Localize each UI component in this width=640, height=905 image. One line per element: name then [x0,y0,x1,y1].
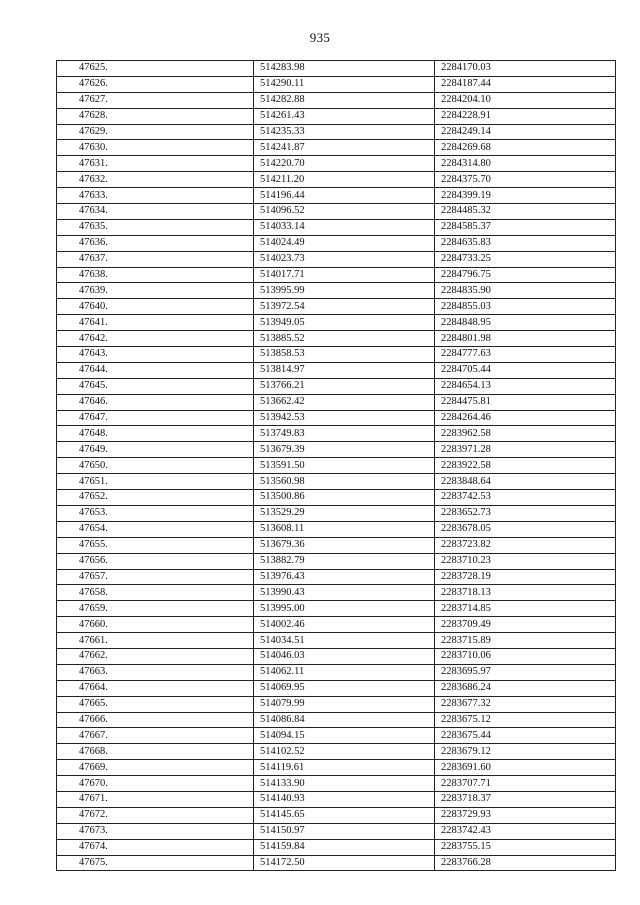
table-row [57,315,616,331]
point-number-cell: 47642. [57,331,254,347]
point-number-cell: 47659. [57,601,254,617]
y-coordinate-cell: 2283962.58 [435,426,616,442]
table-row [57,156,616,172]
coordinates-table-body [57,61,616,871]
point-number-cell: 47646. [57,394,254,410]
y-coordinate-cell: 2284635.83 [435,235,616,251]
point-number-cell: 47663. [57,664,254,680]
x-coordinate-cell: 514150.97 [254,823,435,839]
x-coordinate-cell: 514079.99 [254,696,435,712]
point-number-cell: 47627. [57,92,254,108]
table-row [57,680,616,696]
table-row [57,347,616,363]
point-number-cell: 47636. [57,235,254,251]
table-row [57,172,616,188]
table-row [57,791,616,807]
point-number-cell: 47631. [57,156,254,172]
y-coordinate-cell: 2283652.73 [435,505,616,521]
x-coordinate-cell: 513662.42 [254,394,435,410]
table-row [57,283,616,299]
x-coordinate-cell: 514261.43 [254,108,435,124]
point-number-cell: 47648. [57,426,254,442]
point-number-cell: 47666. [57,712,254,728]
x-coordinate-cell: 513679.39 [254,442,435,458]
x-coordinate-cell: 513885.52 [254,331,435,347]
table-row [57,601,616,617]
y-coordinate-cell: 2284801.98 [435,331,616,347]
table-row [57,251,616,267]
y-coordinate-cell: 2284204.10 [435,92,616,108]
x-coordinate-cell: 513949.05 [254,315,435,331]
x-coordinate-cell: 514290.11 [254,76,435,92]
y-coordinate-cell: 2283729.93 [435,807,616,823]
x-coordinate-cell: 514033.14 [254,219,435,235]
y-coordinate-cell: 2283766.28 [435,855,616,871]
y-coordinate-cell: 2284654.13 [435,378,616,394]
table-row [57,108,616,124]
point-number-cell: 47665. [57,696,254,712]
table-row [57,664,616,680]
point-number-cell: 47649. [57,442,254,458]
table-row [57,219,616,235]
point-number-cell: 47671. [57,791,254,807]
table-row [57,776,616,792]
x-coordinate-cell: 514196.44 [254,188,435,204]
x-coordinate-cell: 513591.50 [254,458,435,474]
point-number-cell: 47672. [57,807,254,823]
table-row [57,855,616,871]
table-row [57,490,616,506]
y-coordinate-cell: 2284187.44 [435,76,616,92]
point-number-cell: 47635. [57,219,254,235]
x-coordinate-cell: 513858.53 [254,347,435,363]
x-coordinate-cell: 513766.21 [254,378,435,394]
table-row [57,267,616,283]
table-row [57,696,616,712]
x-coordinate-cell: 514145.65 [254,807,435,823]
y-coordinate-cell: 2283679.12 [435,744,616,760]
x-coordinate-cell: 513529.29 [254,505,435,521]
table-row [57,299,616,315]
y-coordinate-cell: 2284485.32 [435,204,616,220]
y-coordinate-cell: 2284264.46 [435,410,616,426]
x-coordinate-cell: 513990.43 [254,585,435,601]
point-number-cell: 47637. [57,251,254,267]
point-number-cell: 47629. [57,124,254,140]
x-coordinate-cell: 513942.53 [254,410,435,426]
x-coordinate-cell: 514220.70 [254,156,435,172]
table-row [57,235,616,251]
point-number-cell: 47674. [57,839,254,855]
y-coordinate-cell: 2283971.28 [435,442,616,458]
x-coordinate-cell: 513500.86 [254,490,435,506]
table-row [57,617,616,633]
y-coordinate-cell: 2283714.85 [435,601,616,617]
x-coordinate-cell: 513814.97 [254,362,435,378]
y-coordinate-cell: 2283677.32 [435,696,616,712]
table-row [57,744,616,760]
point-number-cell: 47628. [57,108,254,124]
point-number-cell: 47656. [57,553,254,569]
table-row [57,92,616,108]
y-coordinate-cell: 2283848.64 [435,474,616,490]
point-number-cell: 47654. [57,521,254,537]
point-number-cell: 47643. [57,347,254,363]
y-coordinate-cell: 2283675.44 [435,728,616,744]
y-coordinate-cell: 2284249.14 [435,124,616,140]
y-coordinate-cell: 2284777.63 [435,347,616,363]
x-coordinate-cell: 514159.84 [254,839,435,855]
point-number-cell: 47667. [57,728,254,744]
point-number-cell: 47652. [57,490,254,506]
point-number-cell: 47639. [57,283,254,299]
page-number: 935 [309,30,331,45]
point-number-cell: 47645. [57,378,254,394]
table-row [57,521,616,537]
point-number-cell: 47661. [57,633,254,649]
table-row [57,553,616,569]
table-row [57,362,616,378]
table-row [57,807,616,823]
table-row [57,823,616,839]
table-row [57,474,616,490]
point-number-cell: 47632. [57,172,254,188]
point-number-cell: 47641. [57,315,254,331]
table-row [57,394,616,410]
y-coordinate-cell: 2284170.03 [435,61,616,77]
table-row [57,331,616,347]
table-row [57,140,616,156]
table-row [57,61,616,77]
y-coordinate-cell: 2283715.89 [435,633,616,649]
x-coordinate-cell: 513882.79 [254,553,435,569]
x-coordinate-cell: 513976.43 [254,569,435,585]
x-coordinate-cell: 514102.52 [254,744,435,760]
y-coordinate-cell: 2283686.24 [435,680,616,696]
y-coordinate-cell: 2284475.81 [435,394,616,410]
point-number-cell: 47626. [57,76,254,92]
point-number-cell: 47651. [57,474,254,490]
x-coordinate-cell: 514119.61 [254,760,435,776]
x-coordinate-cell: 514133.90 [254,776,435,792]
table-row [57,188,616,204]
x-coordinate-cell: 513608.11 [254,521,435,537]
y-coordinate-cell: 2283755.15 [435,839,616,855]
y-coordinate-cell: 2283742.43 [435,823,616,839]
y-coordinate-cell: 2284848.95 [435,315,616,331]
x-coordinate-cell: 514211.20 [254,172,435,188]
point-number-cell: 47670. [57,776,254,792]
point-number-cell: 47647. [57,410,254,426]
x-coordinate-cell: 514282.88 [254,92,435,108]
y-coordinate-cell: 2283723.82 [435,537,616,553]
y-coordinate-cell: 2283695.97 [435,664,616,680]
x-coordinate-cell: 514086.84 [254,712,435,728]
y-coordinate-cell: 2284733.25 [435,251,616,267]
point-number-cell: 47638. [57,267,254,283]
y-coordinate-cell: 2284399.19 [435,188,616,204]
point-number-cell: 47664. [57,680,254,696]
point-number-cell: 47669. [57,760,254,776]
table-row [57,458,616,474]
point-number-cell: 47675. [57,855,254,871]
table-row [57,505,616,521]
x-coordinate-cell: 514140.93 [254,791,435,807]
y-coordinate-cell: 2284228.91 [435,108,616,124]
table-row [57,124,616,140]
point-number-cell: 47644. [57,362,254,378]
y-coordinate-cell: 2284855.03 [435,299,616,315]
table-row [57,648,616,664]
point-number-cell: 47658. [57,585,254,601]
table-row [57,585,616,601]
y-coordinate-cell: 2283678.05 [435,521,616,537]
y-coordinate-cell: 2283707.71 [435,776,616,792]
y-coordinate-cell: 2283710.23 [435,553,616,569]
y-coordinate-cell: 2283922.58 [435,458,616,474]
x-coordinate-cell: 513995.99 [254,283,435,299]
table-row [57,839,616,855]
y-coordinate-cell: 2283675.12 [435,712,616,728]
x-coordinate-cell: 513972.54 [254,299,435,315]
x-coordinate-cell: 514002.46 [254,617,435,633]
x-coordinate-cell: 514034.51 [254,633,435,649]
point-number-cell: 47660. [57,617,254,633]
x-coordinate-cell: 513995.00 [254,601,435,617]
y-coordinate-cell: 2283718.37 [435,791,616,807]
point-number-cell: 47673. [57,823,254,839]
y-coordinate-cell: 2284375.70 [435,172,616,188]
point-number-cell: 47657. [57,569,254,585]
y-coordinate-cell: 2284705.44 [435,362,616,378]
table-row [57,410,616,426]
table-row [57,442,616,458]
point-number-cell: 47668. [57,744,254,760]
y-coordinate-cell: 2283691.60 [435,760,616,776]
y-coordinate-cell: 2284269.68 [435,140,616,156]
table-row [57,760,616,776]
x-coordinate-cell: 514017.71 [254,267,435,283]
point-number-cell: 47640. [57,299,254,315]
table-row [57,76,616,92]
y-coordinate-cell: 2283718.13 [435,585,616,601]
x-coordinate-cell: 514094.15 [254,728,435,744]
x-coordinate-cell: 514235.33 [254,124,435,140]
point-number-cell: 47650. [57,458,254,474]
table-row [57,204,616,220]
table-row [57,569,616,585]
x-coordinate-cell: 514096.52 [254,204,435,220]
coordinates-table [56,60,616,871]
y-coordinate-cell: 2283709.49 [435,617,616,633]
point-number-cell: 47633. [57,188,254,204]
x-coordinate-cell: 514283.98 [254,61,435,77]
x-coordinate-cell: 513560.98 [254,474,435,490]
x-coordinate-cell: 514241.87 [254,140,435,156]
x-coordinate-cell: 514023.73 [254,251,435,267]
point-number-cell: 47634. [57,204,254,220]
y-coordinate-cell: 2284796.75 [435,267,616,283]
point-number-cell: 47662. [57,648,254,664]
y-coordinate-cell: 2283728.19 [435,569,616,585]
y-coordinate-cell: 2284314.80 [435,156,616,172]
table-row [57,633,616,649]
y-coordinate-cell: 2284585.37 [435,219,616,235]
x-coordinate-cell: 513679.36 [254,537,435,553]
point-number-cell: 47653. [57,505,254,521]
table-row [57,537,616,553]
x-coordinate-cell: 514172.50 [254,855,435,871]
point-number-cell: 47630. [57,140,254,156]
x-coordinate-cell: 514046.03 [254,648,435,664]
y-coordinate-cell: 2283710.06 [435,648,616,664]
x-coordinate-cell: 514069.95 [254,680,435,696]
table-row [57,378,616,394]
x-coordinate-cell: 514062.11 [254,664,435,680]
x-coordinate-cell: 514024.49 [254,235,435,251]
table-row [57,426,616,442]
x-coordinate-cell: 513749.83 [254,426,435,442]
point-number-cell: 47625. [57,61,254,77]
table-row [57,712,616,728]
y-coordinate-cell: 2284835.90 [435,283,616,299]
table-row [57,728,616,744]
point-number-cell: 47655. [57,537,254,553]
y-coordinate-cell: 2283742.53 [435,490,616,506]
